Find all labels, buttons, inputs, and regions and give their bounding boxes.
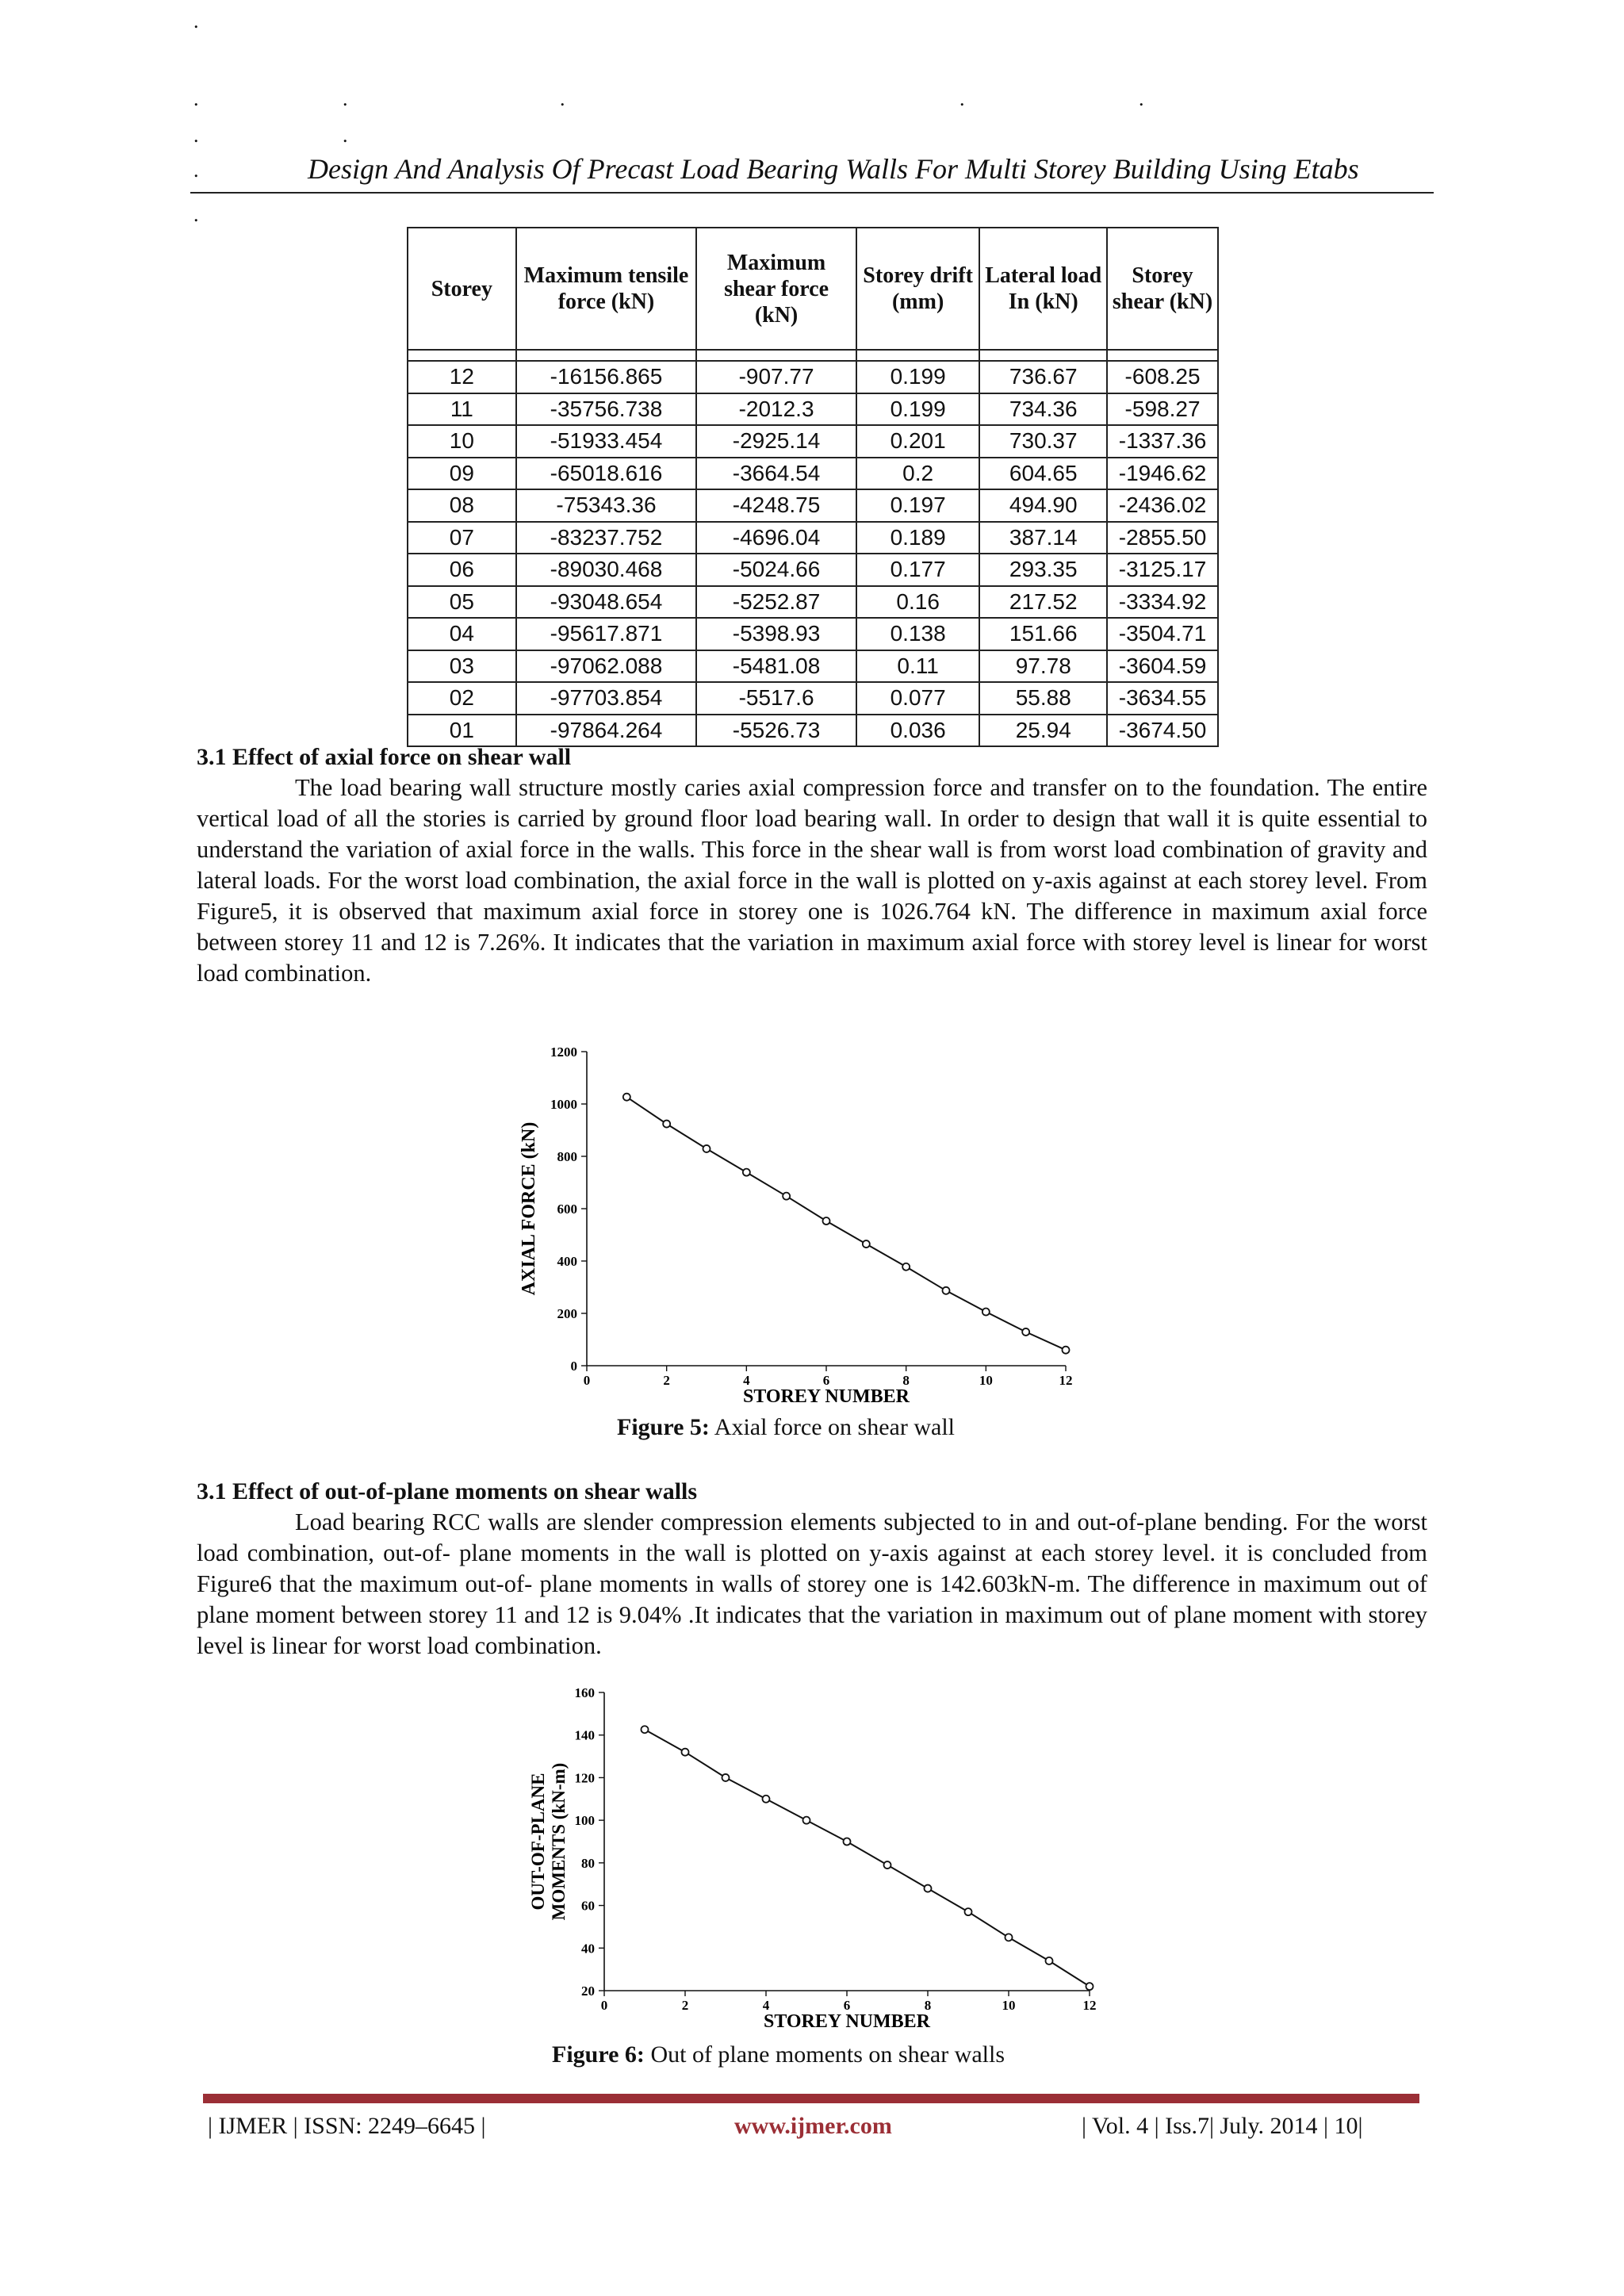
x-tick-label: 6 (843, 1998, 851, 2013)
table-cell: -65018.616 (516, 458, 697, 490)
table-cell: -2855.50 (1107, 522, 1218, 554)
data-point (663, 1121, 670, 1128)
stray-mark: . (193, 10, 199, 33)
y-tick-label: 0 (570, 1359, 577, 1374)
x-axis-label: STOREY NUMBER (763, 2011, 931, 2032)
data-point (925, 1885, 932, 1892)
x-tick-label: 2 (681, 1998, 689, 2013)
figure-6-text: Out of plane moments on shear walls (650, 2041, 1005, 2068)
data-point (1086, 1983, 1094, 1990)
stray-mark: . (193, 87, 199, 110)
table-cell: -5252.87 (696, 586, 856, 619)
data-point (743, 1169, 750, 1176)
table-cell: 07 (408, 522, 516, 554)
table-cell: -4696.04 (696, 522, 856, 554)
table-row (408, 425, 1218, 458)
y-axis-label: AXIAL FORCE (kN) (519, 1121, 539, 1296)
x-tick-label: 12 (1059, 1373, 1073, 1388)
table-cell: -5517.6 (696, 682, 856, 715)
running-head: Design And Analysis Of Precast Load Bearing Walls For Multi Storey Building Using Etabs (308, 153, 1359, 185)
table-cell: 06 (408, 554, 516, 586)
table-cell: -3604.59 (1107, 650, 1218, 683)
table-cell: 0.197 (856, 489, 980, 522)
x-axis-label: STOREY NUMBER (742, 1386, 910, 1407)
table-row (408, 522, 1218, 554)
table-cell: 08 (408, 489, 516, 522)
header-rule (190, 192, 1434, 194)
table-cell: 09 (408, 458, 516, 490)
footer-journal-info: | IJMER | ISSN: 2249–6645 | (208, 2113, 486, 2139)
table-cell: -3664.54 (696, 458, 856, 490)
x-tick-label: 4 (762, 1998, 770, 2013)
table-row (408, 715, 1218, 747)
table-cell: 02 (408, 682, 516, 715)
table-cell: -4248.75 (696, 489, 856, 522)
table-header-lateral-load: Lateral load In (kN) (979, 228, 1107, 350)
data-point (884, 1861, 891, 1869)
y-tick-label: 600 (557, 1202, 577, 1217)
data-point (1005, 1934, 1013, 1941)
section-title-axial-force: 3.1 Effect of axial force on shear wall (197, 744, 572, 770)
table-cell: -2925.14 (696, 425, 856, 458)
data-point (943, 1287, 950, 1294)
table-row (408, 618, 1218, 650)
data-point (823, 1217, 830, 1225)
data-point (682, 1749, 689, 1756)
y-axis-label: OUT-OF-PLANE (528, 1773, 548, 1911)
table-cell: 494.90 (979, 489, 1107, 522)
figure-6-label: Figure 6: (552, 2041, 645, 2068)
table-cell: 151.66 (979, 618, 1107, 650)
y-tick-label: 160 (574, 1685, 595, 1700)
data-point (863, 1240, 870, 1248)
table-cell: -97864.264 (516, 715, 697, 747)
table-cell: -907.77 (696, 361, 856, 393)
stray-mark: . (193, 124, 199, 147)
stray-mark: . (193, 203, 199, 226)
table-header-storey-drift: Storey drift (mm) (856, 228, 980, 350)
y-tick-label: 40 (581, 1941, 595, 1957)
table-cell: -89030.468 (516, 554, 697, 586)
table-cell: 25.94 (979, 715, 1107, 747)
table-body (408, 350, 1218, 746)
table-cell: -2436.02 (1107, 489, 1218, 522)
table-cell: -95617.871 (516, 618, 697, 650)
x-tick-label: 0 (600, 1998, 608, 2013)
y-tick-label: 100 (574, 1813, 595, 1829)
data-series-line (626, 1097, 1066, 1350)
table-cell: -3334.92 (1107, 586, 1218, 619)
table-cell: -3125.17 (1107, 554, 1218, 586)
table-row (408, 393, 1218, 426)
table-cell: -97703.854 (516, 682, 697, 715)
table-cell: 217.52 (979, 586, 1107, 619)
stray-mark: . (560, 87, 565, 110)
x-tick-label: 0 (583, 1373, 591, 1388)
paragraph-out-of-plane: Load bearing RCC walls are slender compression elements subjected to in and out-of-plane bending. For the worst load combination, out-of- plane moments in the wall is plotted on y-axis against at each storey level. it is concluded from Figure6 that the maximum out-of- plane moments in walls of storey one is 142.603kN-m. The difference in maximum out of plane moment between storey 11 and 12 is 9.04% .It indicates that the variation in maximum out of plane moment with storey level is linear for worst load combination. (197, 1508, 1427, 1659)
table-cell: 0.077 (856, 682, 980, 715)
table-cell: -5398.93 (696, 618, 856, 650)
data-point (763, 1796, 770, 1803)
stray-mark: . (343, 87, 348, 110)
data-point (803, 1817, 810, 1824)
table-cell: -1946.62 (1107, 458, 1218, 490)
data-point (1063, 1347, 1070, 1354)
stray-mark: . (1139, 87, 1144, 110)
table-cell: 0.189 (856, 522, 980, 554)
axial-force-chart (508, 1039, 1094, 1412)
x-tick-label: 2 (663, 1373, 670, 1388)
table-cell: 0.036 (856, 715, 980, 747)
table-cell: 387.14 (979, 522, 1107, 554)
footer-rule (203, 2094, 1419, 2103)
y-axis-label: MOMENTS (kN-m) (549, 1762, 569, 1921)
table-cell: 55.88 (979, 682, 1107, 715)
y-tick-label: 800 (557, 1149, 577, 1164)
x-tick-label: 8 (924, 1998, 932, 2013)
data-point (1022, 1328, 1029, 1336)
table-cell: 0.2 (856, 458, 980, 490)
table-cell: 0.177 (856, 554, 980, 586)
table-cell: -598.27 (1107, 393, 1218, 426)
data-point (722, 1774, 730, 1781)
data-point (902, 1263, 910, 1271)
table-cell: 10 (408, 425, 516, 458)
y-tick-label: 200 (557, 1306, 577, 1321)
figure-5-text: Axial force on shear wall (714, 1414, 956, 1440)
y-tick-label: 60 (581, 1898, 595, 1914)
table-cell: -5481.08 (696, 650, 856, 683)
stray-mark: . (959, 87, 965, 110)
table-cell: 0.199 (856, 361, 980, 393)
table-row (408, 458, 1218, 490)
y-tick-label: 1200 (550, 1045, 577, 1060)
y-tick-label: 80 (581, 1855, 595, 1871)
stray-mark: . (343, 124, 348, 147)
x-tick-label: 4 (743, 1373, 750, 1388)
table-header-tensile-force: Maximum tensile force (kN) (516, 228, 697, 350)
table-cell: -1337.36 (1107, 425, 1218, 458)
table-cell: -5024.66 (696, 554, 856, 586)
table-cell: -3674.50 (1107, 715, 1218, 747)
table-cell: -3634.55 (1107, 682, 1218, 715)
data-point (1046, 1957, 1053, 1964)
table-cell: 736.67 (979, 361, 1107, 393)
x-tick-label: 12 (1082, 1998, 1097, 2013)
table-row (408, 489, 1218, 522)
table-spacer-row (408, 350, 1218, 361)
data-point (844, 1838, 851, 1846)
table-row (408, 554, 1218, 586)
y-tick-label: 140 (574, 1727, 595, 1743)
data-series-line (645, 1730, 1090, 1987)
table-header-storey-shear: Storey shear (kN) (1107, 228, 1218, 350)
table-cell: -2012.3 (696, 393, 856, 426)
table-header-shear-force: Maximum shear force (kN) (696, 228, 856, 350)
table-cell: 04 (408, 618, 516, 650)
table-cell: 730.37 (979, 425, 1107, 458)
table-cell: 97.78 (979, 650, 1107, 683)
data-point (783, 1193, 790, 1200)
table-cell: 0.16 (856, 586, 980, 619)
table-cell: -5526.73 (696, 715, 856, 747)
y-tick-label: 1000 (550, 1097, 577, 1112)
table-cell: -93048.654 (516, 586, 697, 619)
table-cell: -83237.752 (516, 522, 697, 554)
x-tick-label: 8 (902, 1373, 910, 1388)
data-point (982, 1309, 990, 1316)
table-cell: -51933.454 (516, 425, 697, 458)
table-row (408, 586, 1218, 619)
y-tick-label: 400 (557, 1254, 577, 1269)
table-cell: 0.199 (856, 393, 980, 426)
table-cell: 01 (408, 715, 516, 747)
table-cell: -35756.738 (516, 393, 697, 426)
table-cell: 05 (408, 586, 516, 619)
stray-mark: . (193, 159, 199, 182)
figure-5-caption (617, 1414, 955, 1441)
table-cell: 0.201 (856, 425, 980, 458)
table-header-storey: Storey (408, 228, 516, 350)
x-tick-label: 10 (979, 1373, 993, 1388)
x-tick-label: 6 (822, 1373, 830, 1388)
data-point (623, 1094, 630, 1101)
footer-volume-info: | Vol. 4 | Iss.7| July. 2014 | 10| (1082, 2113, 1363, 2139)
table-cell: 293.35 (979, 554, 1107, 586)
table-cell: -608.25 (1107, 361, 1218, 393)
table-cell: -75343.36 (516, 489, 697, 522)
table-cell: -97062.088 (516, 650, 697, 683)
data-point (965, 1908, 972, 1915)
table-cell: -3504.71 (1107, 618, 1218, 650)
table-cell: 03 (408, 650, 516, 683)
table-cell: 0.138 (856, 618, 980, 650)
figure-6-caption (552, 2041, 1005, 2068)
figure-5-label: Figure 5: (617, 1414, 710, 1440)
table-cell: 0.11 (856, 650, 980, 683)
footer-website-link[interactable]: www.ijmer.com (734, 2113, 892, 2139)
table-cell: -16156.865 (516, 361, 697, 393)
table-cell: 734.36 (979, 393, 1107, 426)
section-title-out-of-plane: 3.1 Effect of out-of-plane moments on shear walls (197, 1478, 698, 1504)
out-of-plane-moment-chart (515, 1681, 1118, 2038)
table-cell: 12 (408, 361, 516, 393)
table-cell: 604.65 (979, 458, 1107, 490)
table-row (408, 650, 1218, 683)
table-row (408, 361, 1218, 393)
table-cell: 11 (408, 393, 516, 426)
paragraph-axial-force: The load bearing wall structure mostly caries axial compression force and transfer on to the foundation. The entire vertical load of all the stories is carried by ground floor load bearing wall. In order to design that wall it is quite essential to understand the variation of axial force in the walls. This force in the shear wall is from worst load combination of gravity and lateral loads. For the worst load combination, the axial force in the wall is plotted on y-axis against at each storey level. From Figure5, it is observed that maximum axial force in storey one is 1026.764 kN. The difference in maximum axial force between storey 11 and 12 is 7.26%. It indicates that the variation in maximum axial force with storey level is linear for worst load combination. (197, 774, 1427, 987)
data-point (703, 1145, 710, 1152)
data-point (642, 1726, 649, 1733)
y-tick-label: 120 (574, 1770, 595, 1786)
y-tick-label: 20 (581, 1984, 595, 1999)
table-row (408, 682, 1218, 715)
storey-results-table (407, 227, 1219, 747)
x-tick-label: 10 (1002, 1998, 1016, 2013)
